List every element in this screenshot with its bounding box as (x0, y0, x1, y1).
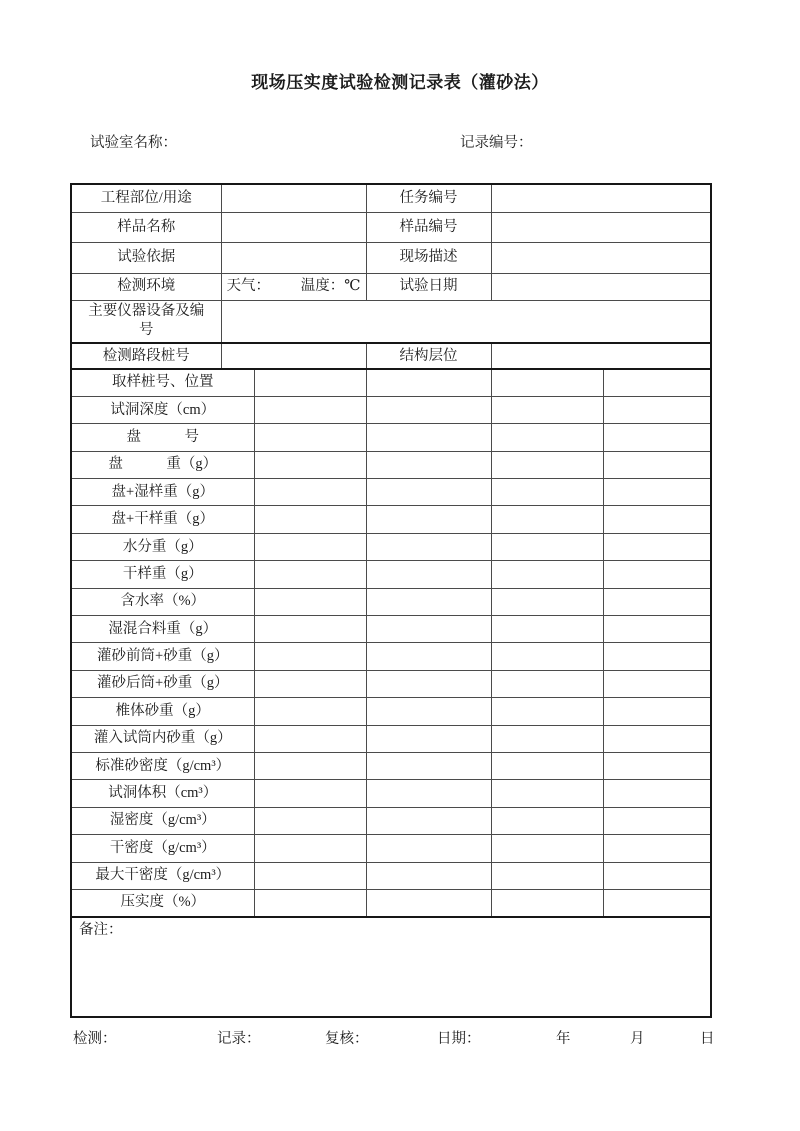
input-cell[interactable] (366, 424, 491, 451)
input-cell[interactable] (491, 616, 603, 643)
input-cell[interactable] (603, 396, 711, 423)
input-cell[interactable] (366, 835, 491, 862)
input-cell[interactable] (366, 506, 491, 533)
row-label: 灌砂前筒+砂重（g） (71, 643, 254, 670)
table-row (71, 533, 711, 560)
table-row (71, 835, 711, 862)
input-cell[interactable] (366, 862, 491, 889)
record-no-label: 记录编号： (460, 135, 533, 151)
input-cell[interactable] (366, 533, 491, 560)
input-cell[interactable] (603, 889, 711, 916)
table-row (71, 396, 711, 423)
input-cell[interactable] (491, 424, 603, 451)
input-cell[interactable] (603, 835, 711, 862)
input-cell[interactable] (491, 561, 603, 588)
input-cell[interactable] (366, 889, 491, 916)
input-cell[interactable] (366, 396, 491, 423)
input-cell[interactable] (366, 670, 491, 697)
table-row (71, 300, 711, 343)
table-row (71, 588, 711, 615)
day-label: 日 (700, 1031, 715, 1047)
table-row (71, 424, 711, 451)
row-label: 试验日期 (366, 273, 491, 300)
table-row (71, 479, 711, 506)
signature-footer (0, 1027, 800, 1047)
input-cell[interactable] (366, 451, 491, 478)
input-cell[interactable] (366, 561, 491, 588)
row-label: 检测环境 (71, 273, 221, 300)
input-cell[interactable] (366, 369, 491, 396)
row-label: 含水率（%） (71, 588, 254, 615)
row-label: 水分重（g） (71, 533, 254, 560)
input-cell[interactable] (366, 698, 491, 725)
input-cell[interactable] (254, 698, 366, 725)
input-cell[interactable] (254, 561, 366, 588)
input-cell[interactable] (491, 273, 711, 300)
input-cell[interactable] (366, 807, 491, 834)
lab-name-label: 试验室名称： (90, 135, 177, 151)
remarks-section (71, 917, 711, 1017)
input-cell[interactable] (254, 780, 366, 807)
input-cell[interactable] (603, 643, 711, 670)
input-cell[interactable] (221, 242, 366, 273)
input-cell[interactable] (491, 533, 603, 560)
row-label: 干密度（g/cm³） (71, 835, 254, 862)
input-cell[interactable] (491, 725, 603, 752)
input-cell[interactable] (254, 451, 366, 478)
row-label: 试验依据 (71, 242, 221, 273)
input-cell[interactable] (491, 212, 711, 242)
row-label: 现场描述 (366, 242, 491, 273)
input-cell[interactable] (491, 889, 603, 916)
page-title: 现场压实度试验检测记录表（灌砂法） (251, 73, 549, 92)
row-label: 工程部位/用途 (71, 184, 221, 212)
table-row (71, 698, 711, 725)
table-row (71, 917, 711, 1017)
row-label: 试洞深度（cm） (71, 396, 254, 423)
table-row (71, 242, 711, 273)
input-cell[interactable] (366, 780, 491, 807)
input-cell[interactable] (254, 807, 366, 834)
row-label: 盘 号 (71, 424, 254, 451)
input-cell[interactable] (491, 588, 603, 615)
input-cell[interactable] (603, 807, 711, 834)
input-cell[interactable] (491, 752, 603, 779)
weather-label: 天气： (226, 278, 270, 294)
year-label: 年 (556, 1031, 571, 1047)
row-label: 湿密度（g/cm³） (71, 807, 254, 834)
table-row (71, 506, 711, 533)
table-row (71, 212, 711, 242)
input-cell[interactable] (366, 643, 491, 670)
input-cell[interactable] (491, 506, 603, 533)
input-cell[interactable] (603, 588, 711, 615)
input-cell[interactable] (221, 300, 711, 343)
input-cell[interactable] (254, 588, 366, 615)
table-row (71, 343, 711, 369)
table-row (71, 670, 711, 697)
input-cell[interactable] (603, 780, 711, 807)
table-row (71, 561, 711, 588)
input-cell[interactable] (603, 670, 711, 697)
input-cell[interactable] (254, 424, 366, 451)
row-label: 任务编号 (366, 184, 491, 212)
input-cell[interactable] (254, 752, 366, 779)
input-cell[interactable] (254, 479, 366, 506)
input-cell[interactable] (491, 451, 603, 478)
row-label: 结构层位 (366, 343, 491, 369)
table-row (71, 616, 711, 643)
input-cell[interactable] (254, 396, 366, 423)
table-row (71, 725, 711, 752)
table-row (71, 889, 711, 916)
input-cell[interactable] (366, 616, 491, 643)
input-cell[interactable] (491, 807, 603, 834)
input-cell[interactable] (254, 616, 366, 643)
row-label: 最大干密度（g/cm³） (71, 862, 254, 889)
measurement-section (71, 369, 711, 917)
input-cell[interactable] (254, 670, 366, 697)
input-cell[interactable] (366, 588, 491, 615)
table-row (71, 451, 711, 478)
input-cell[interactable] (366, 725, 491, 752)
row-label: 样品编号 (366, 212, 491, 242)
input-cell[interactable] (221, 184, 366, 212)
input-cell[interactable] (603, 479, 711, 506)
input-cell[interactable] (221, 343, 366, 369)
input-cell[interactable] (491, 835, 603, 862)
recorder-label: 记录： (217, 1031, 261, 1047)
row-label: 试洞体积（cm³） (71, 780, 254, 807)
input-cell[interactable] (491, 643, 603, 670)
input-cell[interactable] (491, 780, 603, 807)
row-label: 检测路段桩号 (71, 343, 221, 369)
input-cell[interactable] (603, 725, 711, 752)
table-row (71, 752, 711, 779)
row-label: 湿混合料重（g） (71, 616, 254, 643)
input-cell[interactable] (491, 184, 711, 212)
row-label: 压实度（%） (71, 889, 254, 916)
input-cell[interactable] (603, 533, 711, 560)
record-table (70, 183, 712, 1018)
table-row (71, 184, 711, 212)
date-label: 日期： (437, 1031, 481, 1047)
row-label: 盘+干样重（g） (71, 506, 254, 533)
input-cell[interactable] (603, 451, 711, 478)
input-cell[interactable] (221, 212, 366, 242)
input-cell[interactable] (603, 369, 711, 396)
input-cell[interactable] (254, 835, 366, 862)
input-cell[interactable] (491, 242, 711, 273)
row-label: 椎体砂重（g） (71, 698, 254, 725)
temperature-label: 温度：℃ (300, 278, 361, 294)
row-label: 主要仪器设备及编号 (71, 300, 221, 343)
input-cell[interactable] (603, 862, 711, 889)
input-cell[interactable] (366, 479, 491, 506)
input-cell[interactable] (254, 369, 366, 396)
input-cell[interactable] (603, 424, 711, 451)
input-cell[interactable] (491, 862, 603, 889)
input-cell[interactable] (603, 561, 711, 588)
input-cell[interactable] (603, 616, 711, 643)
input-cell[interactable] (254, 889, 366, 916)
environment-cell[interactable] (221, 273, 366, 300)
table-row (71, 643, 711, 670)
input-cell[interactable] (603, 506, 711, 533)
input-cell[interactable] (254, 506, 366, 533)
input-cell[interactable] (603, 698, 711, 725)
input-cell[interactable] (491, 670, 603, 697)
month-label: 月 (630, 1031, 645, 1047)
meta-row (0, 131, 800, 151)
row-label: 干样重（g） (71, 561, 254, 588)
input-cell[interactable] (491, 343, 711, 369)
table-row (71, 862, 711, 889)
row-label: 盘 重（g） (71, 451, 254, 478)
input-cell[interactable] (254, 725, 366, 752)
row-label: 盘+湿样重（g） (71, 479, 254, 506)
input-cell[interactable] (254, 643, 366, 670)
table-row (71, 780, 711, 807)
row-label: 灌砂后筒+砂重（g） (71, 670, 254, 697)
input-cell[interactable] (491, 369, 603, 396)
remarks-cell[interactable]: 备注： (71, 917, 711, 1017)
reviewer-label: 复核： (325, 1031, 369, 1047)
input-cell[interactable] (491, 479, 603, 506)
input-cell[interactable] (491, 698, 603, 725)
input-cell[interactable] (491, 396, 603, 423)
table-row (71, 807, 711, 834)
table-row (71, 369, 711, 396)
tester-label: 检测： (73, 1031, 117, 1047)
input-cell[interactable] (254, 862, 366, 889)
input-cell[interactable] (603, 752, 711, 779)
row-label: 灌入试筒内砂重（g） (71, 725, 254, 752)
row-label: 取样桩号、位置 (71, 369, 254, 396)
table-row (71, 273, 711, 300)
info-section (71, 184, 711, 369)
input-cell[interactable] (366, 752, 491, 779)
row-label: 样品名称 (71, 212, 221, 242)
row-label: 标准砂密度（g/cm³） (71, 752, 254, 779)
input-cell[interactable] (254, 533, 366, 560)
